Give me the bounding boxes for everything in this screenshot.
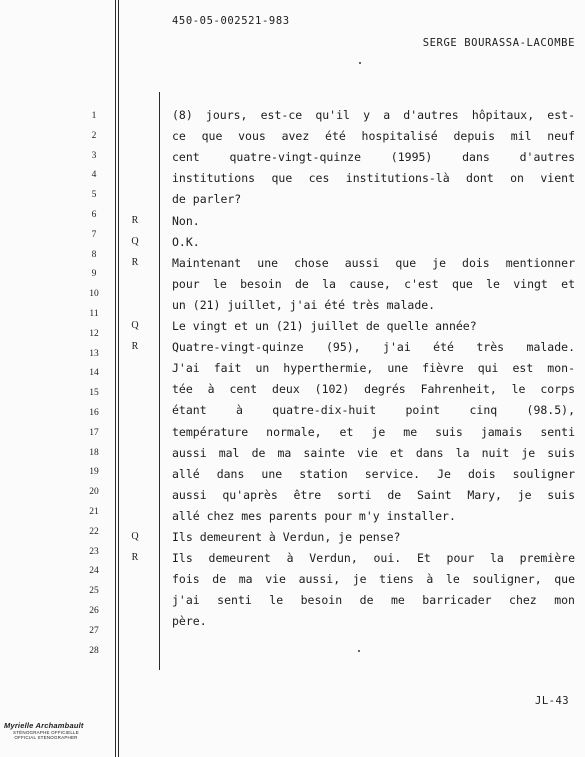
margin-rule-text <box>159 92 160 670</box>
speaker-answer: R <box>131 552 139 564</box>
transcript-line: J'ai fait un hyperthermie, une fièvre qui est mon- <box>172 361 575 376</box>
margin-rule-left-1 <box>115 0 116 757</box>
line-number: 26 <box>89 606 99 616</box>
transcript-line: Ils demeurent à Verdun, je pense? <box>172 530 401 544</box>
transcript-line: Le vingt et un (21) juillet de quelle année? <box>172 319 477 333</box>
transcript-line: Ils demeurent à Verdun, oui. Et pour la première <box>172 551 575 566</box>
line-number: 11 <box>89 309 99 319</box>
line-number: 7 <box>91 229 97 240</box>
margin-rule-left-2 <box>118 0 119 757</box>
transcript-line: institutions que ces institutions-là dont on vient <box>172 171 575 186</box>
line-number: 17 <box>89 427 99 438</box>
transcript-line: père. <box>172 614 207 629</box>
stamp-line-fr: STÉNOGRAPHE OFFICIELLE <box>13 730 79 735</box>
stenographer-stamp <box>4 721 88 740</box>
line-number: 25 <box>89 586 99 597</box>
transcript-line: de parler? <box>172 192 242 207</box>
line-number: 27 <box>89 625 99 636</box>
transcript-line: j'ai senti le besoin de me barricader chez mon <box>172 593 575 608</box>
line-number: 20 <box>89 487 99 498</box>
transcript-line: température normale, et je me suis jamais senti <box>172 424 575 439</box>
speaker-answer: R <box>131 341 139 353</box>
line-number: 10 <box>89 289 99 300</box>
transcript-line: (8) jours, est-ce qu'il y a d'autres hôpitaux, est- <box>172 108 575 122</box>
transcript-line: aussi qu'après être sorti de Saint Mary, je suis <box>172 487 575 502</box>
witness-name: SERGE BOURASSA-LACOMBE <box>422 37 575 49</box>
line-number: 5 <box>91 190 97 201</box>
transcript-line: Quatre-vingt-quinze (95), j'ai été très malade. <box>172 340 575 355</box>
line-number: 6 <box>91 210 97 220</box>
line-number: 24 <box>89 566 99 577</box>
transcript-line: cent quatre-vingt-quinze (1995) dans d'autres <box>172 150 575 165</box>
speaker-question: Q <box>131 235 139 247</box>
page-tag: JL-43 <box>535 695 570 707</box>
line-number: 2 <box>91 130 97 141</box>
transcript-line: O.K. <box>172 234 200 249</box>
line-number: 15 <box>89 388 99 399</box>
line-number: 8 <box>91 249 97 260</box>
transcript-line: Non. <box>172 213 200 228</box>
line-number: 1 <box>91 111 97 121</box>
stenographer-name: Myrielle Archambault <box>4 721 84 730</box>
speaker-answer: R <box>131 256 139 268</box>
line-number: 28 <box>89 645 99 656</box>
line-number: 22 <box>89 526 99 537</box>
transcript-line: ce que vous avez été hospitalisé depuis mil neuf <box>172 129 575 144</box>
transcript-line: un (21) juillet, j'ai été très malade. <box>172 297 436 312</box>
transcript-line: étant à quatre-dix-huit point cinq (98.5), <box>172 403 575 418</box>
line-number: 4 <box>91 170 97 181</box>
line-number: 16 <box>89 408 99 418</box>
transcript-line: Maintenant une chose aussi que je dois mentionner <box>172 255 575 270</box>
line-number: 21 <box>89 507 99 517</box>
speck <box>359 62 361 64</box>
transcript-line: pour le besoin de la cause, c'est que le vingt et <box>172 276 575 291</box>
speaker-answer: R <box>131 214 139 226</box>
line-number: 13 <box>89 348 99 359</box>
line-number: 23 <box>89 546 99 557</box>
stamp-line-en: OFFICIAL STENOGRAPHER <box>14 735 78 740</box>
transcript-line: allé chez mes parents pour m'y installer. <box>172 508 456 523</box>
line-number: 3 <box>91 150 97 161</box>
transcript-line: tée à cent deux (102) degrés Fahrenheit, le corps <box>172 382 575 397</box>
line-number: 12 <box>89 328 99 339</box>
speaker-question: Q <box>131 320 139 331</box>
transcript-line: allé dans une station service. Je dois souligner <box>172 466 575 481</box>
speck <box>358 650 360 652</box>
file-number: 450-05-002521-983 <box>172 15 290 27</box>
transcript-line: fois de ma vie aussi, je tiens à le souligner, que <box>172 572 575 587</box>
transcript-line: aussi mal de ma sainte vie et dans la nuit je suis <box>172 445 575 460</box>
speaker-question: Q <box>131 531 139 542</box>
line-number: 18 <box>89 447 99 458</box>
line-number: 9 <box>91 269 97 280</box>
line-number: 19 <box>89 467 99 478</box>
line-number: 14 <box>89 368 99 379</box>
